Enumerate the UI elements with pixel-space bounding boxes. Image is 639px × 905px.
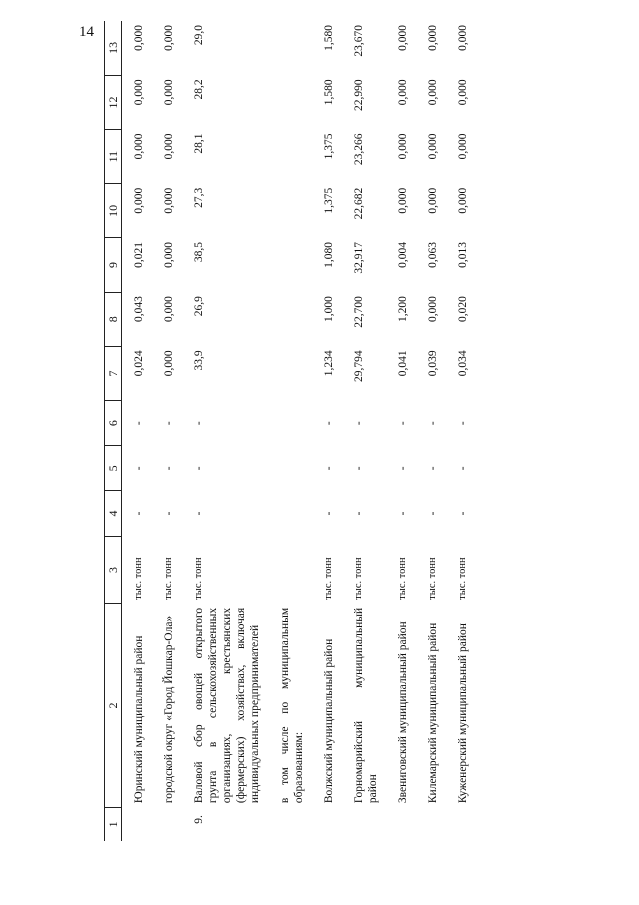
row-number bbox=[342, 807, 386, 841]
col10-value: 0,000 bbox=[457, 187, 469, 214]
col10-value: 0,000 bbox=[397, 187, 409, 214]
col12-value: 0,000 bbox=[457, 79, 469, 106]
col4-cell: - bbox=[353, 511, 365, 516]
col13-value: 0,000 bbox=[457, 25, 469, 51]
indicator-name: Звениговский муниципальный район bbox=[397, 621, 409, 804]
col5-cell: - bbox=[427, 466, 439, 471]
table-row bbox=[268, 21, 312, 841]
col8-value: 0,020 bbox=[457, 296, 469, 323]
unit-cell: тыс. тонн bbox=[457, 557, 468, 600]
table-row bbox=[312, 21, 342, 841]
col12-value: 0,000 bbox=[163, 79, 175, 106]
col6-cell: - bbox=[133, 421, 145, 426]
col5-cell: - bbox=[457, 466, 469, 471]
column-number-2: 2 bbox=[105, 604, 122, 807]
col8-value: 26,9 bbox=[193, 296, 205, 317]
page-number: 14 bbox=[79, 24, 94, 40]
indicator-name: Валовой сбор овощей открытого грунта в сельскохозяйственных организациях, крестьянских (фермерских) хозяйствах, включая индивидуальных предпринимателей bbox=[193, 607, 261, 804]
col10-value: 0,000 bbox=[163, 187, 175, 214]
row-number bbox=[122, 807, 153, 841]
row-number: 9. bbox=[193, 815, 205, 824]
column-number-6: 6 bbox=[105, 401, 122, 446]
row-number bbox=[152, 807, 182, 841]
col13-value: 1,580 bbox=[323, 25, 335, 51]
indicator-name: городской округ «Город Йошкар-Ола» bbox=[163, 615, 175, 804]
col5-cell: - bbox=[353, 466, 365, 471]
col9-value: 38,5 bbox=[193, 241, 205, 263]
col5-cell: - bbox=[323, 466, 335, 471]
unit-cell: тыс. тонн bbox=[353, 557, 364, 600]
col7-value: 1,234 bbox=[323, 350, 335, 377]
col4-cell bbox=[268, 491, 312, 536]
col12-value: 22,990 bbox=[353, 79, 365, 111]
col12-value: 1,580 bbox=[323, 79, 335, 106]
col13-value: 0,000 bbox=[163, 25, 175, 51]
column-number-7: 7 bbox=[105, 346, 122, 400]
table-body bbox=[122, 21, 477, 841]
col6-cell bbox=[268, 401, 312, 446]
col4-cell: - bbox=[133, 511, 145, 516]
col8-value: 1,200 bbox=[397, 296, 409, 323]
col11-value: 0,000 bbox=[133, 133, 145, 160]
column-number-4: 4 bbox=[105, 491, 122, 536]
col5-cell: - bbox=[193, 466, 205, 471]
table-row bbox=[342, 21, 386, 841]
unit-cell: тыс. тонн bbox=[323, 557, 334, 600]
col8-value bbox=[268, 292, 312, 346]
col9-value: 0,063 bbox=[427, 241, 439, 268]
row-number bbox=[268, 807, 312, 841]
col4-cell: - bbox=[397, 511, 409, 516]
col8-value: 22,700 bbox=[353, 296, 365, 328]
col12-value: 0,000 bbox=[397, 79, 409, 106]
column-number-12: 12 bbox=[105, 75, 122, 129]
col9-value: 0,021 bbox=[133, 241, 145, 268]
col10-value: 22,682 bbox=[353, 187, 365, 220]
indicator-name: Горномарийский муниципальный район bbox=[353, 607, 379, 804]
col4-cell: - bbox=[163, 511, 175, 516]
rotated-page-content bbox=[104, 21, 626, 841]
unit-cell: тыс. тонн bbox=[133, 557, 144, 600]
col12-value bbox=[268, 75, 312, 129]
col4-cell: - bbox=[427, 511, 439, 516]
column-number-row bbox=[105, 21, 122, 841]
col13-value: 23,670 bbox=[353, 25, 365, 57]
col5-cell: - bbox=[397, 466, 409, 471]
col8-value: 0,000 bbox=[163, 296, 175, 323]
unit-cell bbox=[268, 536, 312, 604]
indicator-name: в том числе по муниципальным образованиям: bbox=[279, 607, 305, 804]
column-number-5: 5 bbox=[105, 446, 122, 491]
column-number-1: 1 bbox=[105, 807, 122, 841]
table-row bbox=[182, 21, 268, 841]
indicator-name: Килемарский муниципальный район bbox=[427, 622, 439, 804]
col10-value bbox=[268, 184, 312, 238]
col13-value: 0,000 bbox=[427, 25, 439, 51]
unit-cell: тыс. тонн bbox=[427, 557, 438, 600]
col7-value: 29,794 bbox=[353, 350, 365, 382]
col10-value: 27,3 bbox=[193, 187, 205, 208]
indicator-name: Куженерский муниципальный район bbox=[457, 623, 469, 804]
col13-value: 29,0 bbox=[193, 25, 205, 46]
col10-value: 0,000 bbox=[427, 187, 439, 214]
col11-value: 23,266 bbox=[353, 133, 365, 166]
column-number-3: 3 bbox=[105, 536, 122, 604]
unit-cell: тыс. тонн bbox=[163, 557, 174, 600]
col6-cell: - bbox=[397, 421, 409, 426]
unit-cell: тыс. тонн bbox=[193, 557, 204, 600]
table-row bbox=[446, 21, 476, 841]
col13-value: 0,000 bbox=[133, 25, 145, 51]
column-number-9: 9 bbox=[105, 238, 122, 292]
col7-value: 0,000 bbox=[163, 350, 175, 377]
col9-value: 0,004 bbox=[397, 241, 409, 268]
col7-value: 33,9 bbox=[193, 350, 205, 371]
col6-cell: - bbox=[323, 421, 335, 426]
col7-value: 0,039 bbox=[427, 350, 439, 377]
col4-cell: - bbox=[193, 511, 205, 516]
col12-value: 0,000 bbox=[427, 79, 439, 106]
col8-value: 0,000 bbox=[427, 296, 439, 323]
col9-value: 1,080 bbox=[323, 241, 335, 268]
col4-cell: - bbox=[457, 511, 469, 516]
col9-value: 0,000 bbox=[163, 241, 175, 268]
col8-value: 1,000 bbox=[323, 296, 335, 323]
col8-value: 0,043 bbox=[133, 296, 145, 323]
col13-value: 0,000 bbox=[397, 25, 409, 51]
col11-value: 0,000 bbox=[397, 133, 409, 160]
col11-value: 0,000 bbox=[427, 133, 439, 160]
col7-value bbox=[268, 346, 312, 400]
row-number bbox=[386, 807, 416, 841]
col7-value: 0,034 bbox=[457, 350, 469, 377]
col5-cell bbox=[268, 446, 312, 491]
indicator-name: Юринский муниципальный район bbox=[133, 635, 145, 804]
col11-value: 0,000 bbox=[163, 133, 175, 160]
col6-cell: - bbox=[427, 421, 439, 426]
indicators-table bbox=[104, 21, 476, 841]
col4-cell: - bbox=[323, 511, 335, 516]
row-number bbox=[416, 807, 446, 841]
col7-value: 0,041 bbox=[397, 350, 409, 377]
col12-value: 28,2 bbox=[193, 79, 205, 100]
col10-value: 0,000 bbox=[133, 187, 145, 214]
col13-value bbox=[268, 21, 312, 75]
col6-cell: - bbox=[457, 421, 469, 426]
col6-cell: - bbox=[163, 421, 175, 426]
col11-value: 28,1 bbox=[193, 133, 205, 154]
col11-value: 1,375 bbox=[323, 133, 335, 160]
col5-cell: - bbox=[133, 466, 145, 471]
column-number-8: 8 bbox=[105, 292, 122, 346]
col6-cell: - bbox=[193, 421, 205, 426]
col6-cell: - bbox=[353, 421, 365, 426]
unit-cell: тыс. тонн bbox=[397, 557, 408, 600]
col11-value bbox=[268, 130, 312, 184]
col9-value: 32,917 bbox=[353, 241, 365, 274]
col9-value: 0,013 bbox=[457, 241, 469, 268]
column-number-10: 10 bbox=[105, 184, 122, 238]
column-number-11: 11 bbox=[105, 130, 122, 184]
table-row bbox=[152, 21, 182, 841]
row-number bbox=[446, 807, 476, 841]
col5-cell: - bbox=[163, 466, 175, 471]
indicator-name: Волжский муниципальный район bbox=[323, 638, 335, 804]
row-number bbox=[312, 807, 342, 841]
col11-value: 0,000 bbox=[457, 133, 469, 160]
table-row bbox=[386, 21, 416, 841]
table-row bbox=[416, 21, 446, 841]
column-number-13: 13 bbox=[105, 21, 122, 75]
col7-value: 0,024 bbox=[133, 350, 145, 377]
col10-value: 1,375 bbox=[323, 187, 335, 214]
col9-value bbox=[268, 238, 312, 292]
col12-value: 0,000 bbox=[133, 79, 145, 106]
table-row bbox=[122, 21, 153, 841]
